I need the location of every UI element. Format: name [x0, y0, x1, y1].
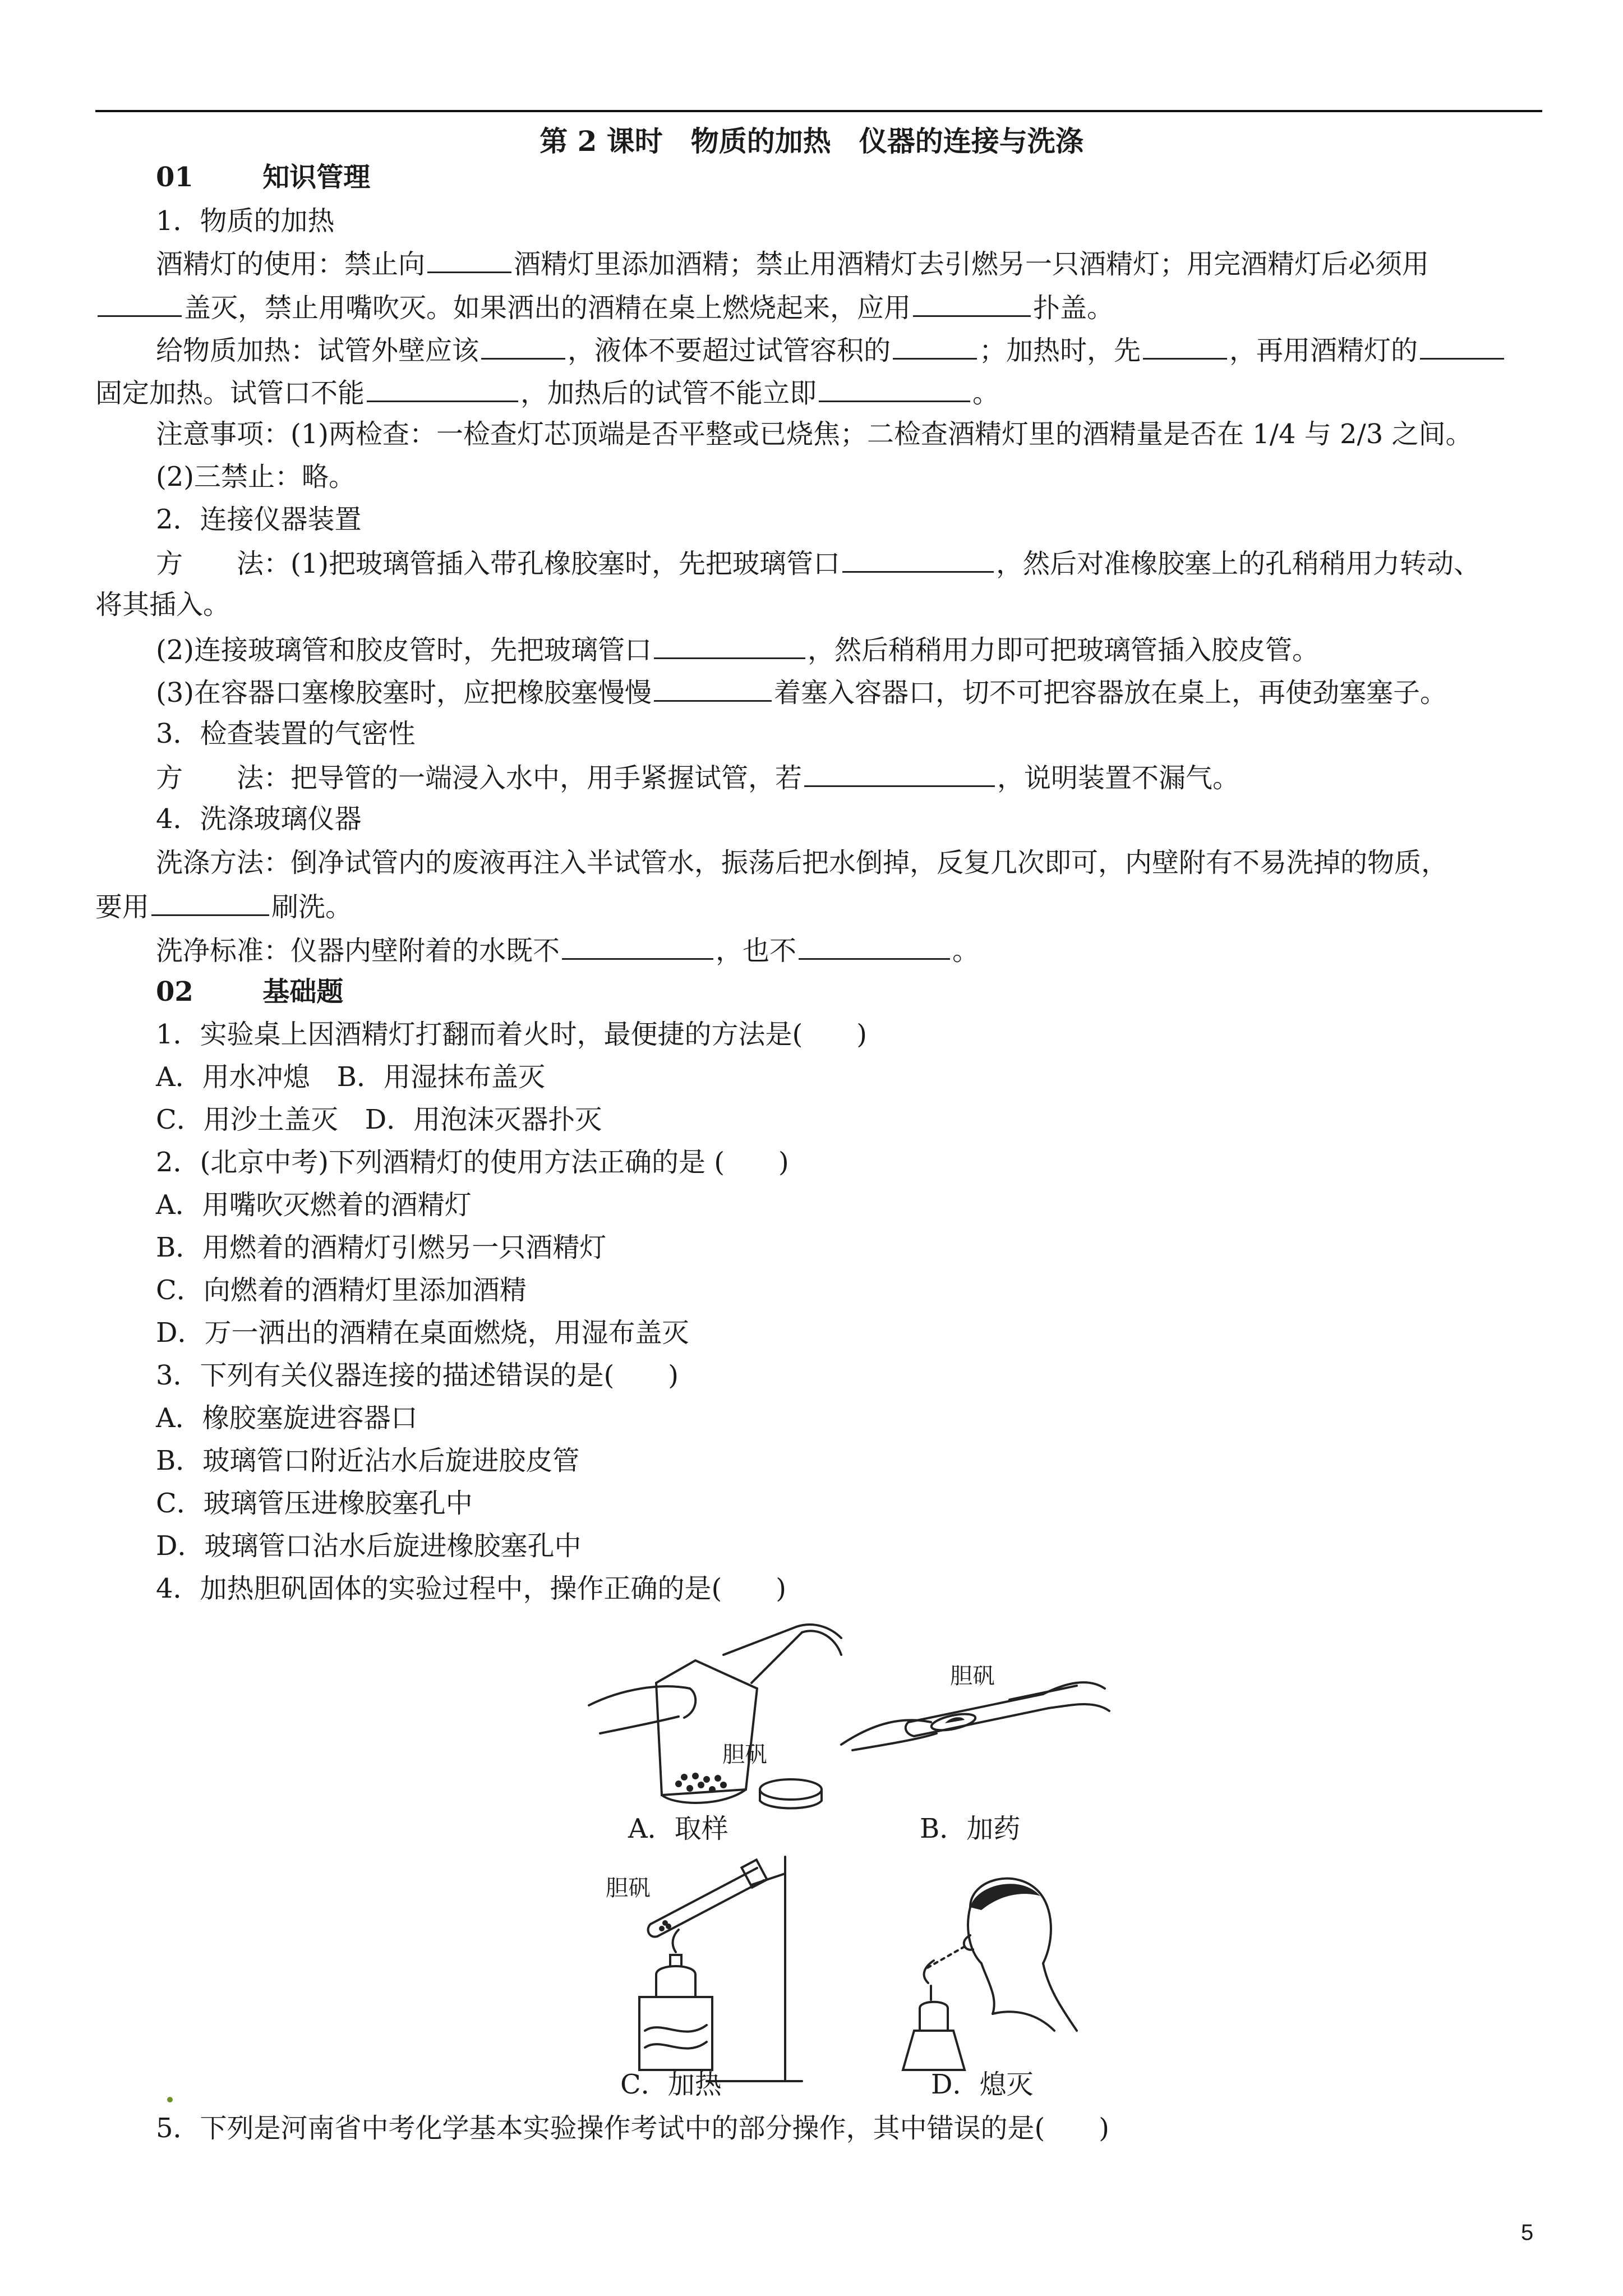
fill-blank[interactable] — [427, 247, 511, 273]
top-rule — [95, 110, 1542, 112]
decorative-dot — [167, 2097, 173, 2102]
figure-b-adding — [841, 1638, 1110, 1767]
subheading-washing: 4．洗涤玻璃仪器 — [156, 803, 362, 835]
paragraph-line: 方 法：把导管的一端浸入水中，用手紧握试管，若 ，说明装置不漏气。 — [156, 761, 1239, 794]
question-3-option-b: B．玻璃管口附近沾水后旋进胶皮管 — [156, 1445, 580, 1476]
section-number: 01 — [156, 162, 193, 193]
figure-d-caption: D．熄灭 — [931, 2069, 1034, 2100]
note-line: (2)三禁止：略。 — [156, 461, 356, 493]
figure-c-caption: C．加热 — [620, 2069, 722, 2100]
question-3-stem: 3．下列有关仪器连接的描述错误的是( ) — [156, 1360, 679, 1391]
paragraph-line: 洗涤方法：倒净试管内的废液再注入半试管水，振荡后把水倒掉，反复几次即可，内壁附有不易洗掉的物质， — [156, 847, 1449, 878]
figure-d-extinguishing — [886, 1868, 1077, 2081]
section-number: 02 — [156, 976, 193, 1007]
paragraph-line: 将其插入。 — [95, 589, 230, 620]
fill-blank[interactable] — [562, 933, 713, 960]
section-header-basic — [156, 976, 343, 1007]
question-5-stem: 5．下列是河南省中考化学基本实验操作考试中的部分操作，其中错误的是( ) — [156, 2113, 1109, 2144]
paragraph-line: 要用 刷洗。 — [95, 890, 352, 923]
fill-blank[interactable] — [1420, 333, 1504, 360]
fill-blank[interactable] — [654, 633, 805, 659]
figure-b-caption: B．加药 — [920, 1813, 1021, 1844]
question-1-options-ab: A．用水冲熄 B．用湿抹布盖灭 — [156, 1061, 545, 1093]
question-2-stem: 2．(北京中考)下列酒精灯的使用方法正确的是 ( ) — [156, 1147, 789, 1178]
fill-blank[interactable] — [799, 933, 950, 960]
question-3-option-c: C．玻璃管压进橡胶塞孔中 — [156, 1488, 473, 1519]
question-2-option-d: D．万一洒出的酒精在桌面燃烧，用湿布盖灭 — [156, 1317, 689, 1349]
fill-blank[interactable] — [819, 376, 970, 402]
question-3-option-d: D．玻璃管口沾水后旋进橡胶塞孔中 — [156, 1530, 582, 1562]
fill-blank[interactable] — [893, 333, 977, 360]
page-number: 5 — [1521, 2220, 1534, 2245]
fill-blank[interactable] — [654, 675, 772, 702]
figure-a-caption: A．取样 — [628, 1813, 728, 1844]
figure-c-label: 胆矾 — [606, 1875, 651, 1901]
figure-b-label: 胆矾 — [950, 1663, 995, 1689]
question-2-option-a: A．用嘴吹灭燃着的酒精灯 — [156, 1189, 472, 1221]
question-2-option-c: C．向燃着的酒精灯里添加酒精 — [156, 1274, 527, 1306]
paragraph-line: 盖灭，禁止用嘴吹灭。如果洒出的酒精在桌上燃烧起来，应用 扑盖。 — [95, 291, 1114, 324]
section-label: 基础题 — [262, 976, 344, 1007]
section-label: 知识管理 — [262, 162, 371, 193]
paragraph-line: 给物质加热：试管外壁应该 ，液体不要超过试管容积的 ；加热时，先 ，再用酒精灯的 — [156, 333, 1506, 366]
fill-blank[interactable] — [481, 333, 565, 360]
figure-a-label: 胆矾 — [722, 1742, 767, 1768]
question-1-options-cd: C．用沙土盖灭 D．用泡沫灭器扑灭 — [156, 1104, 602, 1135]
question-1-stem: 1．实验桌上因酒精灯打翻而着火时，最便捷的方法是( ) — [156, 1019, 867, 1050]
fill-blank[interactable] — [842, 546, 994, 573]
fill-blank[interactable] — [98, 291, 182, 317]
fill-blank[interactable] — [1143, 333, 1227, 360]
paragraph-line: (3)在容器口塞橡胶塞时，应把橡胶塞慢慢 着塞入容器口，切不可把容器放在桌上，再使劲塞塞子。 — [156, 675, 1447, 708]
paragraph-line: (2)连接玻璃管和胶皮管时，先把玻璃管口 ，然后稍稍用力即可把玻璃管插入胶皮管。 — [156, 633, 1319, 666]
question-2-option-b: B．用燃着的酒精灯引燃另一只酒精灯 — [156, 1232, 607, 1263]
paragraph-line: 洗净标准：仪器内壁附着的水既不 ，也不 。 — [156, 933, 979, 967]
paragraph-line: 固定加热。试管口不能 ，加热后的试管不能立即 。 — [95, 376, 999, 409]
note-line: 注意事项：(1)两检查：一检查灯芯顶端是否平整或已烧焦；二检查酒精灯里的酒精量是否在 1/4 与 2/3 之间。 — [156, 418, 1473, 450]
paragraph-line: 酒精灯的使用：禁止向 酒精灯里添加酒精；禁止用酒精灯去引燃另一只酒精灯；用完酒精灯后必须用 — [156, 247, 1429, 280]
figure-a-sampling — [578, 1621, 841, 1834]
paragraph-line: 方 法：(1)把玻璃管插入带孔橡胶塞时，先把玻璃管口 ，然后对准橡胶塞上的孔稍稍用力转动、 — [156, 546, 1481, 579]
question-3-option-a: A．橡胶塞旋进容器口 — [156, 1402, 418, 1434]
question-4-stem: 4．加热胆矾固体的实验过程中，操作正确的是( ) — [156, 1573, 786, 1604]
fill-blank[interactable] — [913, 291, 1031, 317]
page-title: 第 2 课时 物质的加热 仪器的连接与洗涤 — [540, 125, 1083, 158]
subheading-airtightness: 3．检查装置的气密性 — [156, 718, 416, 749]
section-header-knowledge — [156, 162, 370, 193]
fill-blank[interactable] — [151, 890, 269, 916]
subheading-heating: 1．物质的加热 — [156, 205, 335, 237]
fill-blank[interactable] — [367, 376, 518, 402]
fill-blank[interactable] — [804, 761, 995, 787]
subheading-connecting: 2．连接仪器装置 — [156, 504, 362, 535]
